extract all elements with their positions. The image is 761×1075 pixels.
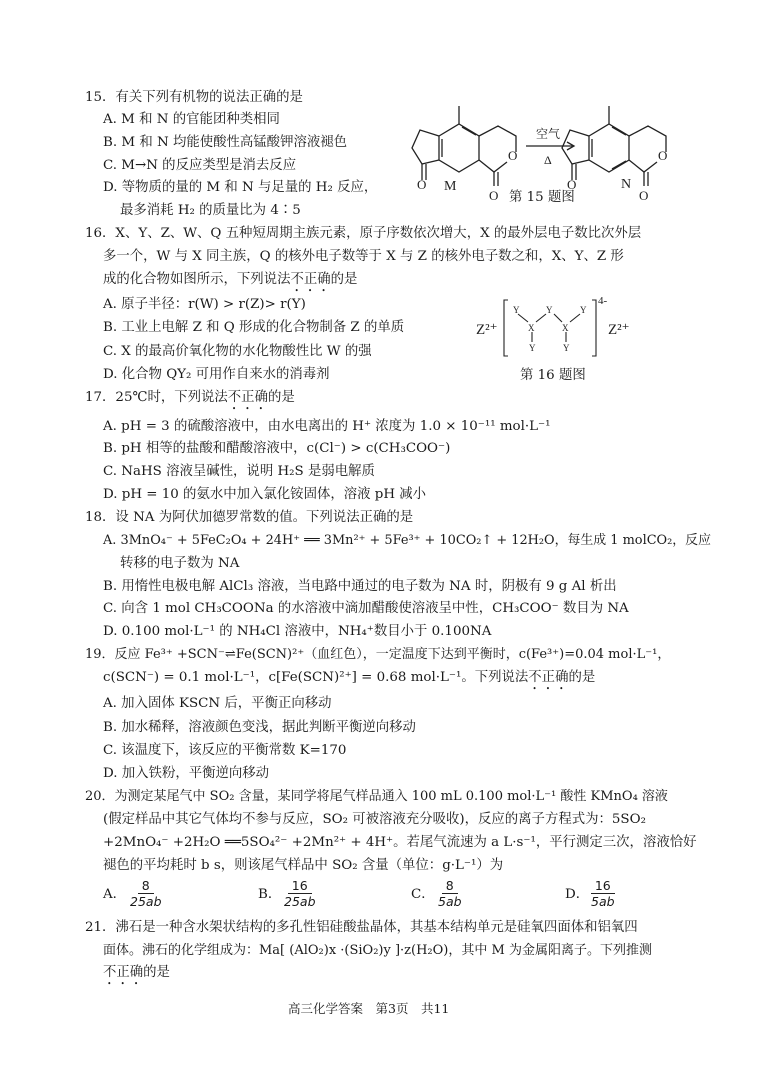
q19-stem-line2: c(SCN⁻) = 0.1 mol·L⁻¹，c[Fe(SCN)²⁺] = 0.68 mol·L⁻¹。下列说法不正确的是 [103,670,596,685]
q17-option-a: A. pH = 3 的硫酸溶液中，由水电离出的 H⁺ 浓度为 1.0 × 10⁻¹¹ mol·L⁻¹ [103,419,551,434]
svg-text:O: O [567,177,577,192]
q21-stem-line1: 21．沸石是一种含水架状结构的多孔性铝硅酸盐晶体，其基本结构单元是硅氧四面体和铝氧四 [85,920,638,935]
q15-stem: 15．有关下列有机物的说法正确的是 [85,90,303,105]
q20-stem-line3: +2MnO₄⁻ +2H₂O ══5SO₄²⁻ +2Mn²⁺ + 4H⁺。若尾气流速为 a L·s⁻¹，平行测定三次，溶液恰好 [103,835,697,850]
q15-option-d: D. 等物质的量的 M 和 N 与足量的 H₂ 反应， [103,180,378,195]
q20-option-d-fraction: $\frac{16}{5ab}$ [591,878,615,909]
q16-stem-line1: 16．X、Y、Z、W、Q 五种短周期主族元素，原子序数依次增大，X 的最外层电子数比次外层 [85,226,642,241]
svg-text:O: O [489,188,499,203]
q15-arrow-bottom: Δ [544,153,552,167]
q15-option-c: C. M→N 的反应类型是消去反应 [103,158,297,173]
q16-figure [470,292,650,362]
q21-stem-line3: 不正确的是 [103,965,170,980]
q20-option-a-label: A． [103,887,127,902]
q16-stem-line3: 成的化合物如图所示，下列说法不正确的是 [103,272,358,287]
q19-option-d: D. 加入铁粉，平衡逆向移动 [103,766,270,781]
q19-option-b: B. 加水稀释，溶液颜色变浅，据此判断平衡逆向移动 [103,720,416,735]
svg-text:O: O [658,148,668,163]
q16-option-d: D. 化合物 QY₂ 可用作自来水的消毒剂 [103,367,330,382]
svg-text:X: X [528,323,535,333]
svg-text:Y: Y [513,305,520,315]
q17-stem: 17．25℃时，下列说法不正确的是 [85,390,295,405]
q18-option-b: B. 用惰性电极电解 AlCl₃ 溶液，当电路中通过的电子数为 NA 时，阴极有 9 g Al 析出 [103,579,617,594]
q19-stem-line1: 19．反应 Fe³⁺ +SCN⁻⇌Fe(SCN)²⁺（血红色），一定温度下达到平衡时，c(Fe³⁺)=0.04 mol·L⁻¹， [85,647,671,662]
q16-figure-caption: 第 16 题图 [520,368,586,383]
q15-arrow-top: 空气 [536,127,561,141]
svg-text:Y: Y [563,343,570,353]
q15-label-m: M [444,179,457,194]
q18-stem: 18．设 NA 为阿伏加德罗常数的值。下列说法正确的是 [85,510,414,525]
q17-option-b: B. pH 相等的盐酸和醋酸溶液中，c(Cl⁻) > c(CH₃COO⁻) [103,441,451,456]
q20-stem-line4: 褪色的平均耗时 b s，则该尾气样品中 SO₂ 含量（单位：g·L⁻¹）为 [103,858,504,873]
q20-option-b-fraction: $\frac{16}{25ab}$ [284,878,316,909]
svg-text:Y: Y [529,343,536,353]
q15-option-d-cont: 最多消耗 H₂ 的质量比为 4∶5 [120,203,301,218]
q20-option-c-label: C． [411,887,435,902]
q15-figure-caption: 第 15 题图 [509,190,575,205]
q15-option-b: B. M 和 N 均能使酸性高锰酸钾溶液褪色 [103,135,348,150]
q16-option-a: A. 原子半径：r(W) > r(Z)> r(Y) [103,297,306,312]
svg-text:Y: Y [546,305,553,315]
q16-left-ion: Z²⁺ [476,322,498,338]
q15-figure [408,84,698,204]
page-footer: 高三化学答案 第3页 共11 [288,1001,450,1016]
svg-text:X: X [562,323,569,333]
q16-charge: 4- [598,295,608,307]
q18-option-a: A. 3MnO₄⁻ + 5FeC₂O₄ + 24H⁺ ══ 3Mn²⁺ + 5Fe³⁺ + 10CO₂↑ + 12H₂O，每生成 1 molCO₂，反应 [103,533,711,548]
q20-stem-line1: 20．为测定某尾气中 SO₂ 含量，某同学将尾气样品通入 100 mL 0.100 mol·L⁻¹ 酸性 KMnO₄ 溶液 [85,789,668,804]
q20-option-c-fraction: $\frac{8}{5ab}$ [438,878,462,909]
svg-text:O: O [639,188,649,203]
svg-text:O: O [508,148,518,163]
q18-option-d: D. 0.100 mol·L⁻¹ 的 NH₄Cl 溶液中，NH₄⁺数目小于 0.100NA [103,624,492,639]
q20-option-b-label: B． [258,887,282,902]
q17-option-d: D. pH = 10 的氨水中加入氯化铵固体，溶液 pH 减小 [103,487,427,502]
q17-option-c: C. NaHS 溶液呈碱性，说明 H₂S 是弱电解质 [103,464,375,479]
q16-option-b: B. 工业上电解 Z 和 Q 形成的化合物制备 Z 的单质 [103,320,405,335]
q15-label-n: N [621,177,632,192]
q16-option-c: C. X 的最高价氧化物的水化物酸性比 W 的强 [103,344,372,359]
q20-stem-line2: (假定样品中其它气体均不参与反应，SO₂ 可被溶液充分吸收)，反应的离子方程式为：5SO₂ [103,812,646,827]
q19-option-c: C. 该温度下，该反应的平衡常数 K=170 [103,743,347,758]
q18-option-a-cont: 转移的电子数为 NA [120,556,240,571]
q18-option-c: C. 向含 1 mol CH₃COONa 的水溶液中滴加醋酸使溶液呈中性，CH₃COO⁻ 数目为 NA [103,601,629,616]
q19-option-a: A. 加入固体 KSCN 后，平衡正向移动 [103,696,332,711]
svg-text:Y: Y [580,305,587,315]
q20-option-a-fraction: $\frac{8}{25ab}$ [130,878,162,909]
q15-option-a: A. M 和 N 的官能团种类相同 [103,112,280,127]
q20-option-d-label: D． [565,887,590,902]
q21-stem-line2: 面体。沸石的化学组成为：Ma[ (AlO₂)x ·(SiO₂)y ]·z(H₂O)，其中 M 为金属阳离子。下列推测 [103,943,652,958]
q16-stem-line2: 多一个，W 与 X 同主族，Q 的核外电子数等于 X 与 Z 的核外电子数之和，X、Y、Z 形 [103,249,624,264]
svg-text:O: O [417,177,427,192]
q16-right-ion: Z²⁺ [608,322,630,338]
